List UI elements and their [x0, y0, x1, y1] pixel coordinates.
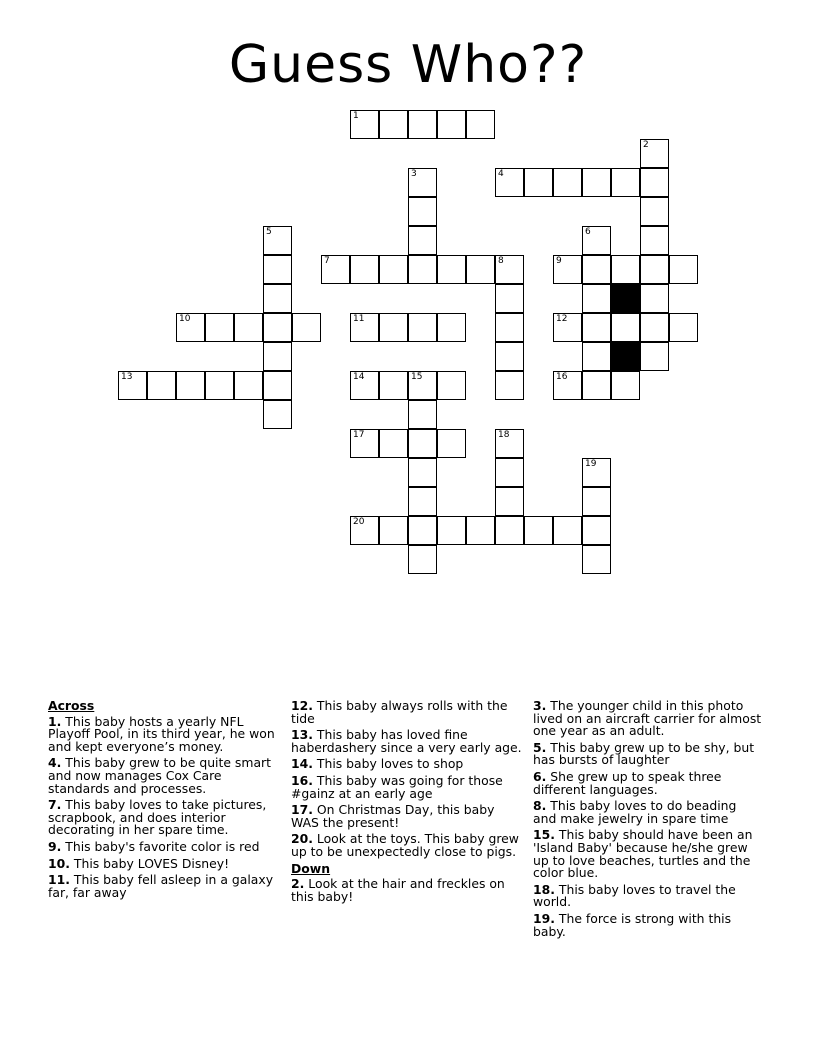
clue-across-12: 12. This baby always rolls with the tide: [291, 698, 508, 726]
grid-cell[interactable]: [292, 313, 321, 342]
grid-cell[interactable]: [350, 110, 379, 139]
grid-cell[interactable]: [350, 313, 379, 342]
grid-cell[interactable]: [350, 516, 379, 545]
grid-cell[interactable]: [379, 429, 408, 458]
grid-cell[interactable]: [437, 255, 466, 284]
clue-across-4: 4. This baby grew to be quite smart and now manages Cox Care standards and processes.: [48, 755, 271, 796]
clue-number: 4: [498, 169, 504, 179]
clue-number: 3: [411, 169, 417, 179]
grid-cell[interactable]: [263, 313, 292, 342]
grid-cell[interactable]: [263, 342, 292, 371]
clue-number: 18: [498, 430, 510, 440]
grid-cell[interactable]: [408, 400, 437, 429]
clue-down-19: 19. The force is strong with this baby.: [533, 910, 732, 939]
grid-cell[interactable]: [408, 545, 437, 574]
grid-cell[interactable]: [582, 371, 611, 400]
puzzle-title: Guess Who??: [228, 35, 588, 95]
grid-cell[interactable]: [408, 313, 437, 342]
grid-cell[interactable]: [205, 313, 234, 342]
grid-cell[interactable]: [379, 255, 408, 284]
clue-across-17: 17. On Christmas Day, this baby WAS the present!: [291, 802, 495, 830]
grid-cell[interactable]: [437, 371, 466, 400]
clue-across-16: 16. This baby was going for those #gainz at an early age: [291, 772, 503, 801]
clue-across-7: 7. This baby loves to take pictures, scrapbook, and does interior decorating in her spare time.: [48, 797, 267, 838]
grid-cell[interactable]: [118, 371, 147, 400]
grid-cell[interactable]: [437, 313, 466, 342]
clue-number: 14: [353, 372, 365, 382]
clue-across-10: 10. This baby LOVES Disney!: [48, 855, 230, 871]
grid-cell[interactable]: [408, 458, 437, 487]
grid-cell[interactable]: [437, 429, 466, 458]
grid-cell[interactable]: [495, 168, 524, 197]
clue-down-8: 8. This baby loves to do beading and make jewelry in spare time: [533, 798, 737, 826]
clue-number: 2: [643, 140, 649, 150]
grid-cell[interactable]: [408, 516, 437, 545]
grid-cell[interactable]: [408, 197, 437, 226]
clue-down-6: 6. She grew up to speak three different languages.: [533, 768, 722, 797]
grid-cell[interactable]: [408, 429, 437, 458]
grid-cell[interactable]: [437, 516, 466, 545]
grid-cell[interactable]: [640, 313, 669, 342]
grid-cell[interactable]: [553, 371, 582, 400]
clue-number: 11: [353, 314, 365, 324]
across-heading: Across: [48, 698, 95, 713]
clue-across-11: 11. This baby fell asleep in a galaxy far, far away: [48, 872, 274, 900]
clue-number: 19: [585, 459, 597, 469]
grid-cell[interactable]: [669, 255, 698, 284]
grid-cell[interactable]: [582, 516, 611, 545]
clue-across-20: 20. Look at the toys. This baby grew up to be unexpectedly close to pigs.: [291, 831, 519, 859]
grid-cell[interactable]: [350, 429, 379, 458]
grid-cell[interactable]: [350, 371, 379, 400]
clue-down-15: 15. This baby should have been an 'Island Baby' because he/she grew up to love beaches, turtles and the color blue.: [533, 827, 753, 881]
grid-cell[interactable]: [524, 516, 553, 545]
grid-cell[interactable]: [553, 516, 582, 545]
grid-cell[interactable]: [408, 110, 437, 139]
grid-cell[interactable]: [611, 371, 640, 400]
clue-number: 7: [324, 256, 330, 266]
grid-cell[interactable]: [466, 110, 495, 139]
grid-cell[interactable]: [611, 168, 640, 197]
grid-cell[interactable]: [408, 487, 437, 516]
grid-cell[interactable]: [350, 255, 379, 284]
clue-number: 10: [179, 314, 191, 324]
clues-column-1: [48, 700, 283, 903]
grid-cell[interactable]: [263, 255, 292, 284]
grid-cell[interactable]: [640, 168, 669, 197]
grid-cell[interactable]: [379, 516, 408, 545]
grid-cell[interactable]: [582, 284, 611, 313]
clue-across-9: 9. This baby's favorite color is red: [48, 838, 260, 854]
clue-number: 17: [353, 430, 365, 440]
clue-number: 1: [353, 111, 359, 121]
grid-cell[interactable]: [582, 487, 611, 516]
grid-cell[interactable]: [437, 110, 466, 139]
grid-cell[interactable]: [379, 110, 408, 139]
grid-cell[interactable]: [495, 487, 524, 516]
grid-cell[interactable]: [408, 226, 437, 255]
clue-number: 16: [556, 372, 568, 382]
clue-across-1: 1. This baby hosts a yearly NFL Playoff Pool, in its third year, he won and kept everyone’s money.: [48, 713, 275, 754]
grid-cell[interactable]: [582, 313, 611, 342]
grid-cell[interactable]: [611, 313, 640, 342]
grid-cell[interactable]: [495, 342, 524, 371]
grid-cell[interactable]: [379, 371, 408, 400]
grid-cell[interactable]: [205, 371, 234, 400]
grid-cell[interactable]: [263, 226, 292, 255]
grid-cell[interactable]: [553, 255, 582, 284]
grid-cell[interactable]: [640, 226, 669, 255]
clues-column-2: [291, 700, 526, 907]
black-block: [611, 342, 640, 371]
grid-cell[interactable]: [640, 342, 669, 371]
down-heading: Down: [291, 860, 331, 876]
grid-cell[interactable]: [408, 168, 437, 197]
grid-cell[interactable]: [495, 371, 524, 400]
grid-cell[interactable]: [553, 168, 582, 197]
grid-cell[interactable]: [582, 342, 611, 371]
grid-cell[interactable]: [640, 139, 669, 168]
grid-cell[interactable]: [263, 284, 292, 313]
grid-cell[interactable]: [466, 516, 495, 545]
clue-across-13: 13. This baby has loved fine haberdashery since a very early age.: [291, 727, 522, 755]
clue-number: 20: [353, 517, 365, 527]
grid-cell[interactable]: [379, 313, 408, 342]
grid-cell[interactable]: [408, 371, 437, 400]
clue-number: 5: [266, 227, 272, 237]
grid-cell[interactable]: [582, 545, 611, 574]
grid-cell[interactable]: [176, 371, 205, 400]
clue-number: 12: [556, 314, 568, 324]
grid-cell[interactable]: [640, 197, 669, 226]
grid-cell[interactable]: [582, 226, 611, 255]
grid-cell[interactable]: [640, 255, 669, 284]
grid-cell[interactable]: [582, 255, 611, 284]
clue-number: 13: [121, 372, 133, 382]
grid-cell[interactable]: [495, 284, 524, 313]
grid-cell[interactable]: [495, 255, 524, 284]
grid-cell[interactable]: [524, 168, 553, 197]
grid-cell[interactable]: [582, 458, 611, 487]
clues-column-3: [533, 700, 763, 942]
clue-number: 6: [585, 227, 591, 237]
grid-cell[interactable]: [611, 255, 640, 284]
clue-down-2: 2. Look at the hair and freckles on this baby!: [291, 876, 505, 904]
black-block: [611, 284, 640, 313]
grid-cell[interactable]: [466, 255, 495, 284]
grid-cell[interactable]: [263, 371, 292, 400]
clue-down-18: 18. This baby loves to travel the world.: [533, 881, 736, 910]
clue-down-3: 3. The younger child in this photo lived on an aircraft carrier for almost one year as an adult.: [533, 698, 762, 739]
grid-cell[interactable]: [582, 168, 611, 197]
clue-number: 8: [498, 256, 504, 266]
clue-number: 9: [556, 256, 562, 266]
clue-down-5: 5. This baby grew up to be shy, but has bursts of laughter: [533, 739, 755, 768]
grid-cell[interactable]: [495, 516, 524, 545]
grid-cell[interactable]: [176, 313, 205, 342]
clue-number: 15: [411, 372, 423, 382]
grid-cell[interactable]: [495, 429, 524, 458]
grid-cell[interactable]: [147, 371, 176, 400]
grid-cell[interactable]: [408, 255, 437, 284]
grid-cell[interactable]: [669, 313, 698, 342]
grid-cell[interactable]: [495, 313, 524, 342]
grid-cell[interactable]: [234, 313, 263, 342]
grid-cell[interactable]: [234, 371, 263, 400]
grid-cell[interactable]: [321, 255, 350, 284]
clue-across-14: 14. This baby loves to shop: [291, 756, 464, 772]
grid-cell[interactable]: [640, 284, 669, 313]
grid-cell[interactable]: [263, 400, 292, 429]
grid-cell[interactable]: [495, 458, 524, 487]
grid-cell[interactable]: [553, 313, 582, 342]
